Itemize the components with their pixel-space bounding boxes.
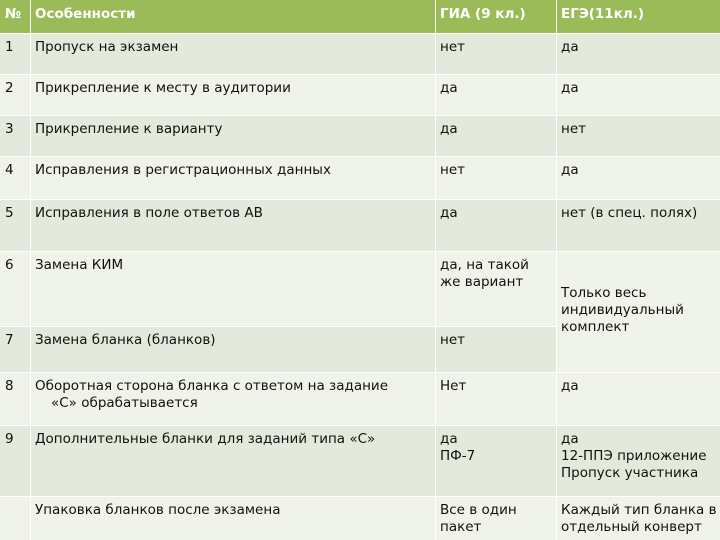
merged-line3: комплект	[561, 319, 630, 335]
row-2-feature: Прикрепление к месту в аудитории	[31, 75, 435, 115]
row-8-gia: Нет	[436, 373, 556, 425]
row-10-ege-line2: отдельный конверт	[561, 519, 702, 535]
row-10-ege-line1: Каждый тип бланка в	[561, 502, 717, 518]
row-3-feature: Прикрепление к варианту	[31, 116, 435, 156]
row-3-gia: да	[436, 116, 556, 156]
row-8-num: 8	[0, 373, 30, 425]
row-9-ege	[557, 426, 720, 496]
row-9-feature: Дополнительные бланки для заданий типа «С»	[31, 426, 435, 496]
row-7-num: 7	[0, 327, 30, 372]
row-9-gia-line1: да	[440, 431, 458, 447]
row-9-ege-line2: 12-ППЭ приложение	[561, 448, 707, 464]
row-6-num: 6	[0, 252, 30, 326]
row-6-feature: Замена КИМ	[31, 252, 435, 326]
row-4-gia: нет	[436, 157, 556, 199]
row-9-gia-line2: ПФ-7	[440, 448, 476, 464]
row-2-gia: да	[436, 75, 556, 115]
merged-line2: индивидуальный	[561, 302, 684, 318]
row-5-feature: Исправления в поле ответов АВ	[31, 200, 435, 251]
row-1-gia: нет	[436, 34, 556, 74]
row-10-gia-line1: Все в один	[440, 502, 517, 518]
header-ege: ЕГЭ(11кл.)	[557, 0, 720, 33]
header-feature: Особенности	[31, 0, 435, 33]
row-5-gia: да	[436, 200, 556, 251]
row-4-feature: Исправления в регистрационных данных	[31, 157, 435, 199]
header-gia: ГИА (9 кл.)	[436, 0, 556, 33]
row-1-ege: да	[557, 34, 720, 74]
row-7-feature: Замена бланка (бланков)	[31, 327, 435, 372]
row-8-ege: да	[557, 373, 720, 425]
row-5-ege: нет (в спец. полях)	[557, 200, 720, 251]
row-9-ege-line3: Пропуск участника	[561, 465, 699, 481]
row-8-feature-line1: Оборотная сторона бланка с ответом на задание	[35, 378, 389, 394]
row-9-num: 9	[0, 426, 30, 496]
row-5-num: 5	[0, 200, 30, 251]
row-10-ege	[557, 497, 720, 540]
row-2-ege: да	[557, 75, 720, 115]
row-10-gia-line2: пакет	[440, 519, 482, 535]
row-9-gia	[436, 426, 556, 496]
merged-line1: Только весь	[561, 285, 647, 301]
row-7-gia: нет	[436, 327, 556, 372]
header-num: №	[0, 0, 30, 33]
row-2-num: 2	[0, 75, 30, 115]
row-3-ege: нет	[557, 116, 720, 156]
row-9-ege-line1: да	[561, 431, 579, 447]
row-8-feature	[31, 373, 435, 425]
row-6-gia-line2: же вариант	[440, 274, 524, 290]
row-10-feature: Упаковка бланков после экзамена	[31, 497, 435, 540]
row-6-gia	[436, 252, 556, 326]
row-10-gia	[436, 497, 556, 540]
row-4-ege: да	[557, 157, 720, 199]
row-8-feature-line2: «С» обрабатывается	[51, 395, 198, 411]
row-1-feature: Пропуск на экзамен	[31, 34, 435, 74]
row-3-num: 3	[0, 116, 30, 156]
row-1-num: 1	[0, 34, 30, 74]
row-6-gia-line1: да, на такой	[440, 257, 529, 273]
row-4-num: 4	[0, 157, 30, 199]
row-10-num	[0, 497, 30, 540]
row-6-7-ege-merged	[557, 252, 720, 372]
